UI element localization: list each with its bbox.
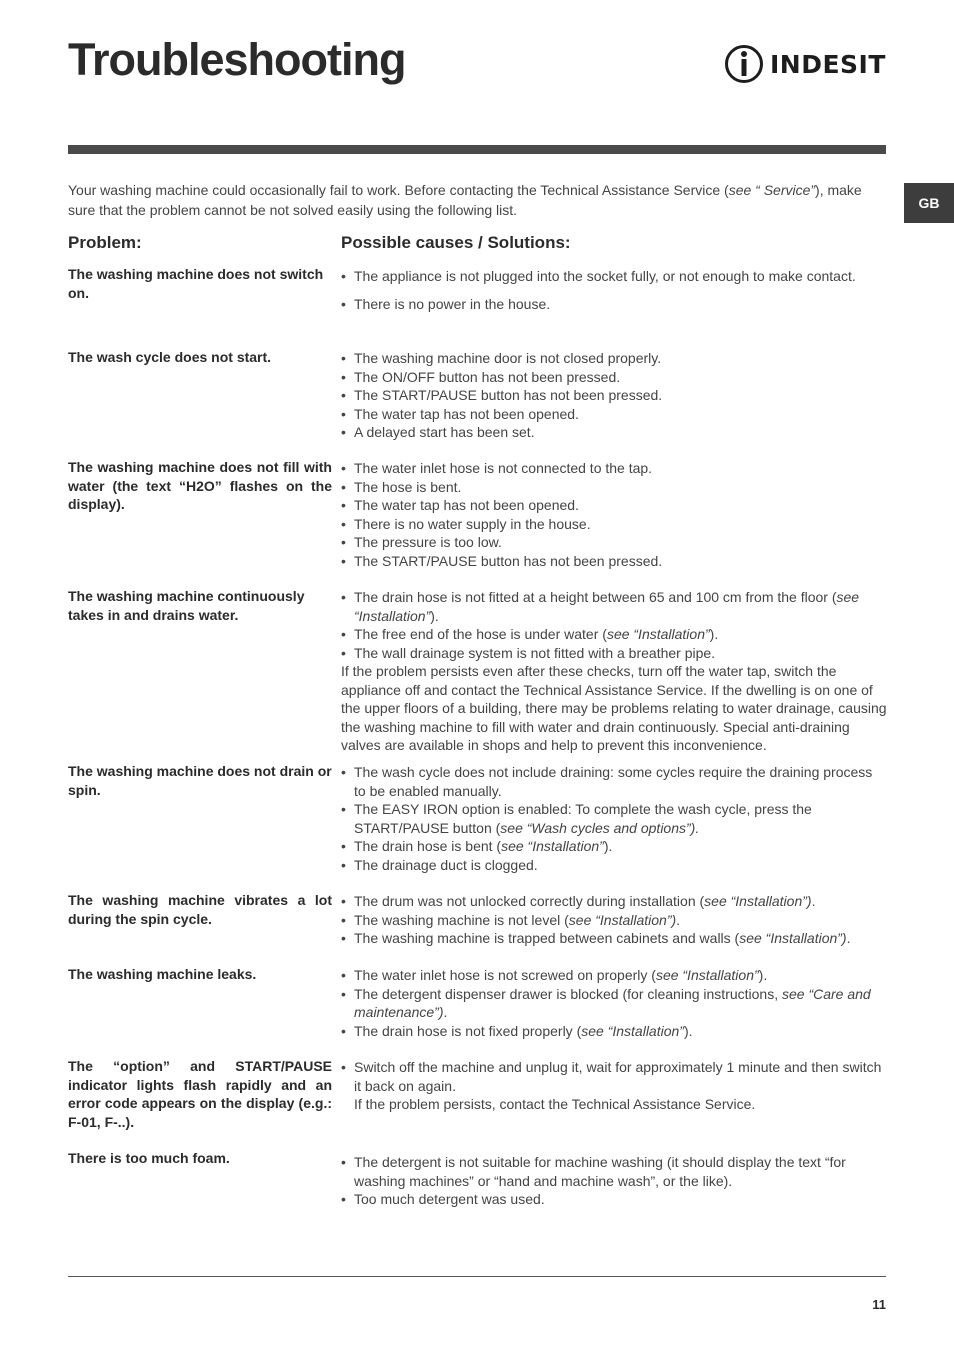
solution-item: • The water inlet hose is not screwed on properly (see “Installation”). [341, 966, 887, 985]
problem-text: The wash cycle does not start. [68, 349, 272, 365]
problem-text: The washing machine does not drain or spin. [68, 763, 332, 798]
indesit-i-icon [724, 43, 764, 85]
solution-list [341, 1058, 887, 1114]
solution-item: • The drum was not unlocked correctly during installation (see “Installation”). [341, 892, 887, 911]
solution-item: • The ON/OFF button has not been pressed. [341, 368, 887, 387]
problem-text: The “option” and START/PAUSE indicator lights flash rapidly and an error code appears on the display (e.g.: F-01, F-..). [68, 1058, 332, 1130]
solution-list [341, 892, 887, 948]
solution-item: • The EASY IRON option is enabled: To complete the wash cycle, press the START/PAUSE button (see “Wash cycles and options”). [341, 800, 887, 837]
solution-item: • There is no power in the house. [341, 295, 887, 314]
solution-item: • Switch off the machine and unplug it, wait for approximately 1 minute and then switch it back on again. [341, 1058, 887, 1095]
solution-item: • The appliance is not plugged into the socket fully, or not enough to make contact. [341, 267, 887, 286]
solutions-column-heading: Possible causes / Solutions: [341, 233, 571, 252]
solution-item: • The detergent dispenser drawer is blocked (for cleaning instructions, see “Care and maintenance”). [341, 985, 887, 1022]
solution-item: • The wash cycle does not include draining: some cycles require the draining process to be enabled manually. [341, 763, 887, 800]
solution-item: • The drain hose is not fixed properly (see “Installation”). [341, 1022, 887, 1041]
solution-list [341, 763, 887, 874]
solution-item: • The washing machine door is not closed properly. [341, 349, 887, 368]
solution-item: • The START/PAUSE button has not been pressed. [341, 386, 887, 405]
solution-item: • The pressure is too low. [341, 533, 887, 552]
solution-item: • The drain hose is not fitted at a height between 65 and 100 cm from the floor (see “Installation”). [341, 588, 887, 625]
solution-item: • The wall drainage system is not fitted with a breather pipe. [341, 644, 887, 663]
solution-list [341, 1153, 887, 1209]
solution-note: If the problem persists, contact the Technical Assistance Service. [354, 1096, 756, 1112]
solution-item: • The water inlet hose is not connected to the tap. [341, 459, 887, 478]
solution-item: • The detergent is not suitable for machine washing (it should display the text “for washing machines” or “hand and machine wash”, or the like). [341, 1153, 887, 1190]
header-rule [68, 145, 886, 154]
solution-list [341, 459, 887, 570]
problem-text: The washing machine leaks. [68, 966, 257, 982]
language-tab: GB [904, 183, 954, 223]
solution-item: • The free end of the hose is under water (see “Installation”). [341, 625, 887, 644]
solution-item: • The washing machine is not level (see “Installation”). [341, 911, 887, 930]
problem-text: The washing machine vibrates a lot during the spin cycle. [68, 892, 332, 927]
solution-item: • The water tap has not been opened. [341, 405, 887, 424]
solution-list [341, 267, 887, 313]
problem-column-heading: Problem: [68, 233, 142, 252]
page-title: Troubleshooting [68, 34, 406, 85]
problem-text: The washing machine does not fill with water (the text “H2O” flashes on the display). [68, 459, 332, 512]
solution-item: • The hose is bent. [341, 478, 887, 497]
solution-item: • The drainage duct is clogged. [341, 856, 887, 875]
problem-text: There is too much foam. [68, 1150, 230, 1166]
problem-text: The washing machine does not switch on. [68, 266, 324, 301]
solution-item: • A delayed start has been set. [341, 423, 887, 442]
brand-wordmark: INDESIT [770, 49, 886, 79]
intro-paragraph: Your washing machine could occasionally fail to work. Before contacting the Technical Assistance Service (see “ Service”), make sure that the problem cannot be not solved easily using the following list. [68, 182, 862, 218]
solution-item: • There is no water supply in the house. [341, 515, 887, 534]
page-number: 11 [872, 1297, 886, 1312]
indesit-logo [724, 42, 886, 86]
solution-list [341, 588, 887, 755]
problem-text: The washing machine continuously takes in and drains water. [68, 588, 305, 623]
solution-note: If the problem persists even after these checks, turn off the water tap, switch the appliance off and contact the Technical Assistance Service. If the dwelling is on one of the upper floors of a building, there may be problems relating to water drainage, causing the washing machine to fill with water and drain continuously. Special anti-draining valves are available in shops and help to prevent this inconvenience. [341, 663, 887, 753]
solution-item: • The water tap has not been opened. [341, 496, 887, 515]
solution-list [341, 349, 887, 442]
solution-item: • The washing machine is trapped between cabinets and walls (see “Installation”). [341, 929, 887, 948]
solution-list [341, 966, 887, 1040]
solution-item: • The START/PAUSE button has not been pressed. [341, 552, 887, 571]
footer-rule [68, 1276, 886, 1277]
solution-item: • The drain hose is bent (see “Installation”). [341, 837, 887, 856]
solution-item: • Too much detergent was used. [341, 1190, 887, 1209]
